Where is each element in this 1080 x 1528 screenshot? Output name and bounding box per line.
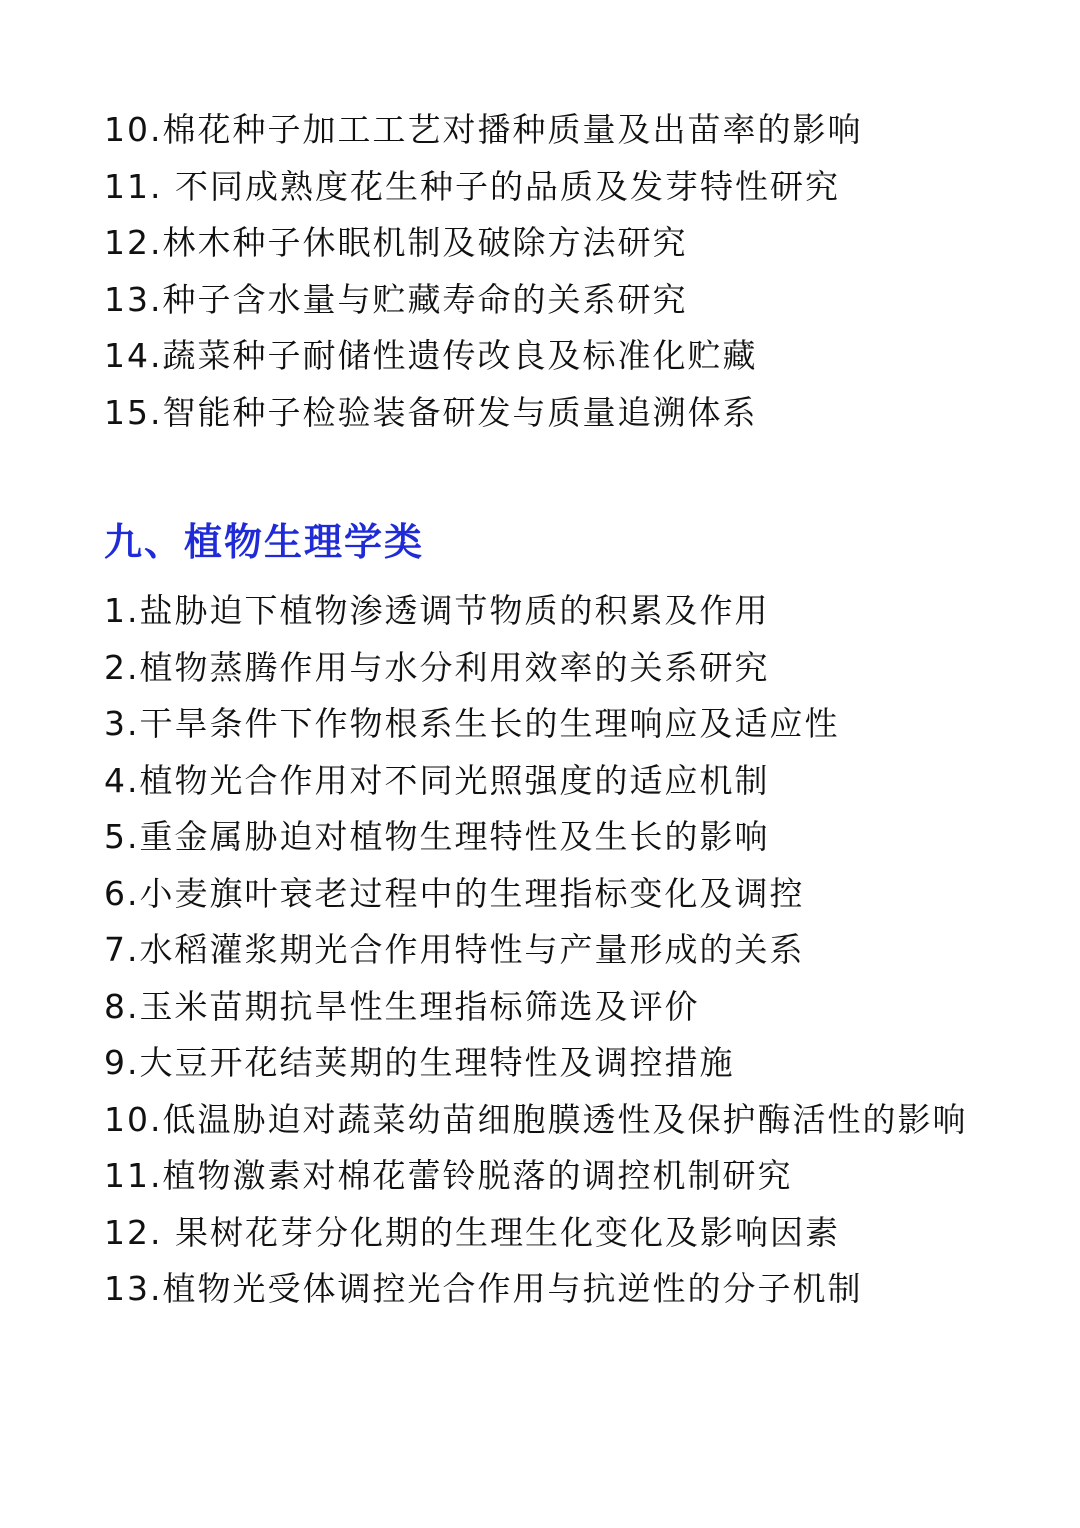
section-heading: 九、植物生理学类	[104, 520, 425, 564]
topic-item: 5.重金属胁迫对植物生理特性及生长的影响	[104, 817, 770, 856]
topic-item: 4.植物光合作用对不同光照强度的适应机制	[104, 760, 770, 800]
topic-item: 12. 果树花芽分化期的生理生化变化及影响因素	[104, 1212, 840, 1252]
topic-item: 10.低温胁迫对蔬菜幼苗细胞膜透性及保护酶活性的影响	[104, 1099, 968, 1139]
topic-item: 10.棉花种子加工工艺对播种质量及出苗率的影响	[104, 110, 863, 149]
topic-item: 6.小麦旗叶衰老过程中的生理指标变化及调控	[104, 873, 805, 913]
topic-item: 13.植物光受体调控光合作用与抗逆性的分子机制	[104, 1269, 863, 1308]
topic-item: 11. 不同成熟度花生种子的品质及发芽特性研究	[104, 166, 840, 206]
topic-item: 7.水稻灌浆期光合作用特性与产量形成的关系	[104, 930, 805, 969]
topic-item: 11.植物激素对棉花蕾铃脱落的调控机制研究	[104, 1156, 793, 1195]
topic-item: 14.蔬菜种子耐储性遗传改良及标准化贮藏	[104, 336, 758, 375]
topic-item: 3.干旱条件下作物根系生长的生理响应及适应性	[104, 704, 840, 743]
topic-item: 1.盐胁迫下植物渗透调节物质的积累及作用	[104, 591, 770, 630]
topic-item: 9.大豆开花结荚期的生理特性及调控措施	[104, 1043, 735, 1082]
topic-item: 12.林木种子休眠机制及破除方法研究	[104, 223, 688, 262]
topic-item: 2.植物蒸腾作用与水分利用效率的关系研究	[104, 647, 770, 687]
section-topic-list	[104, 583, 1004, 1318]
previous-section-topic-list	[104, 102, 1004, 441]
topic-item: 8.玉米苗期抗旱性生理指标筛选及评价	[104, 986, 700, 1026]
topic-item: 13.种子含水量与贮藏寿命的关系研究	[104, 279, 688, 319]
topic-item: 15.智能种子检验装备研发与质量追溯体系	[104, 392, 758, 432]
